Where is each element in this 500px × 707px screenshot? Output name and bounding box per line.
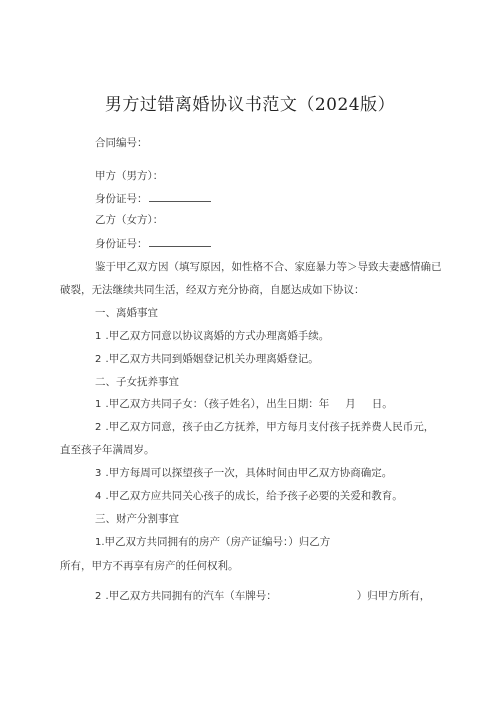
party-b-id-row: [95, 236, 211, 251]
clause-number: 2: [95, 591, 102, 602]
party-b-id-blank: [149, 236, 211, 247]
preamble-line-1: 鉴于甲乙双方因（填写原因，如性格不合、家庭暴力等＞导致夫妻感情确已: [95, 261, 442, 273]
party-a-id-label: 身份证号：: [95, 193, 148, 205]
party-b-label: 乙方（女方）：: [95, 214, 164, 226]
clause-text: .甲乙双方同意以协议离婚的方式办理离婚手续。: [105, 330, 330, 342]
clause-text: .甲乙双方同意，孩子由乙方抚养，甲方每月支付孩子抚养费人民币元，: [105, 421, 435, 433]
clause-3-1: [95, 535, 330, 550]
clause-number: 2: [95, 422, 102, 433]
contract-number-label: 合同编号：: [95, 137, 148, 149]
section-heading-divorce: 一、离婚事宜: [95, 307, 158, 319]
clause-3-2: [95, 589, 430, 604]
document-title: 男方过错离婚协议书范文（2024版）: [104, 95, 396, 115]
preamble-line-2: 破裂，无法继续共同生活，经双方充分协商，自愿达成如下协议：: [60, 284, 365, 296]
clause-number: 1: [95, 399, 102, 410]
clause-text: .甲乙双方共同拥有的汽车（车牌号：: [105, 590, 277, 602]
clause-2-2: [95, 420, 434, 435]
party-a-id-blank: [149, 191, 211, 202]
clause-tail: ）归甲方所有，: [356, 590, 431, 602]
clause-number: 3: [95, 468, 102, 479]
section-heading-property: 三、财产分割事宜: [95, 513, 179, 525]
clause-3-1-continuation: 所有，甲方不再享有房产的任何权利。: [60, 560, 239, 572]
clause-month: 月: [345, 398, 356, 410]
clause-1-1: [95, 329, 329, 344]
section-heading-child-support: 二、子女抚养事宜: [95, 376, 179, 388]
clause-2-4: [95, 489, 403, 504]
clause-text: .甲方每周可以探望孩子一次，具体时间由甲乙双方协商确定。: [105, 467, 393, 479]
clause-number: 1.: [95, 537, 105, 548]
clause-text: .甲乙双方共同到婚姻登记机关办理离婚登记。: [105, 353, 319, 365]
clause-number: 1: [95, 331, 102, 342]
clause-day: 日。: [371, 398, 393, 410]
clause-1-2: [95, 352, 319, 367]
clause-text: .甲乙双方共同子女：（孩子姓名），出生日期：年: [105, 398, 330, 410]
clause-text: 甲乙双方共同拥有的房产（房产证编号：）归乙方: [104, 536, 331, 548]
clause-number: 2: [95, 354, 102, 365]
party-a-label: 甲方（男方）：: [95, 170, 164, 182]
clause-number: 4: [95, 491, 102, 502]
party-a-id-row: [95, 191, 211, 206]
clause-2-1: [95, 397, 393, 412]
clause-2-3: [95, 466, 392, 481]
clause-2-2-continuation: 直至孩子年满周岁。: [60, 444, 155, 456]
clause-text: .甲乙双方应共同关心孩子的成长，给予孩子必要的关爱和教育。: [105, 490, 403, 502]
party-b-id-label: 身份证号：: [95, 238, 148, 250]
